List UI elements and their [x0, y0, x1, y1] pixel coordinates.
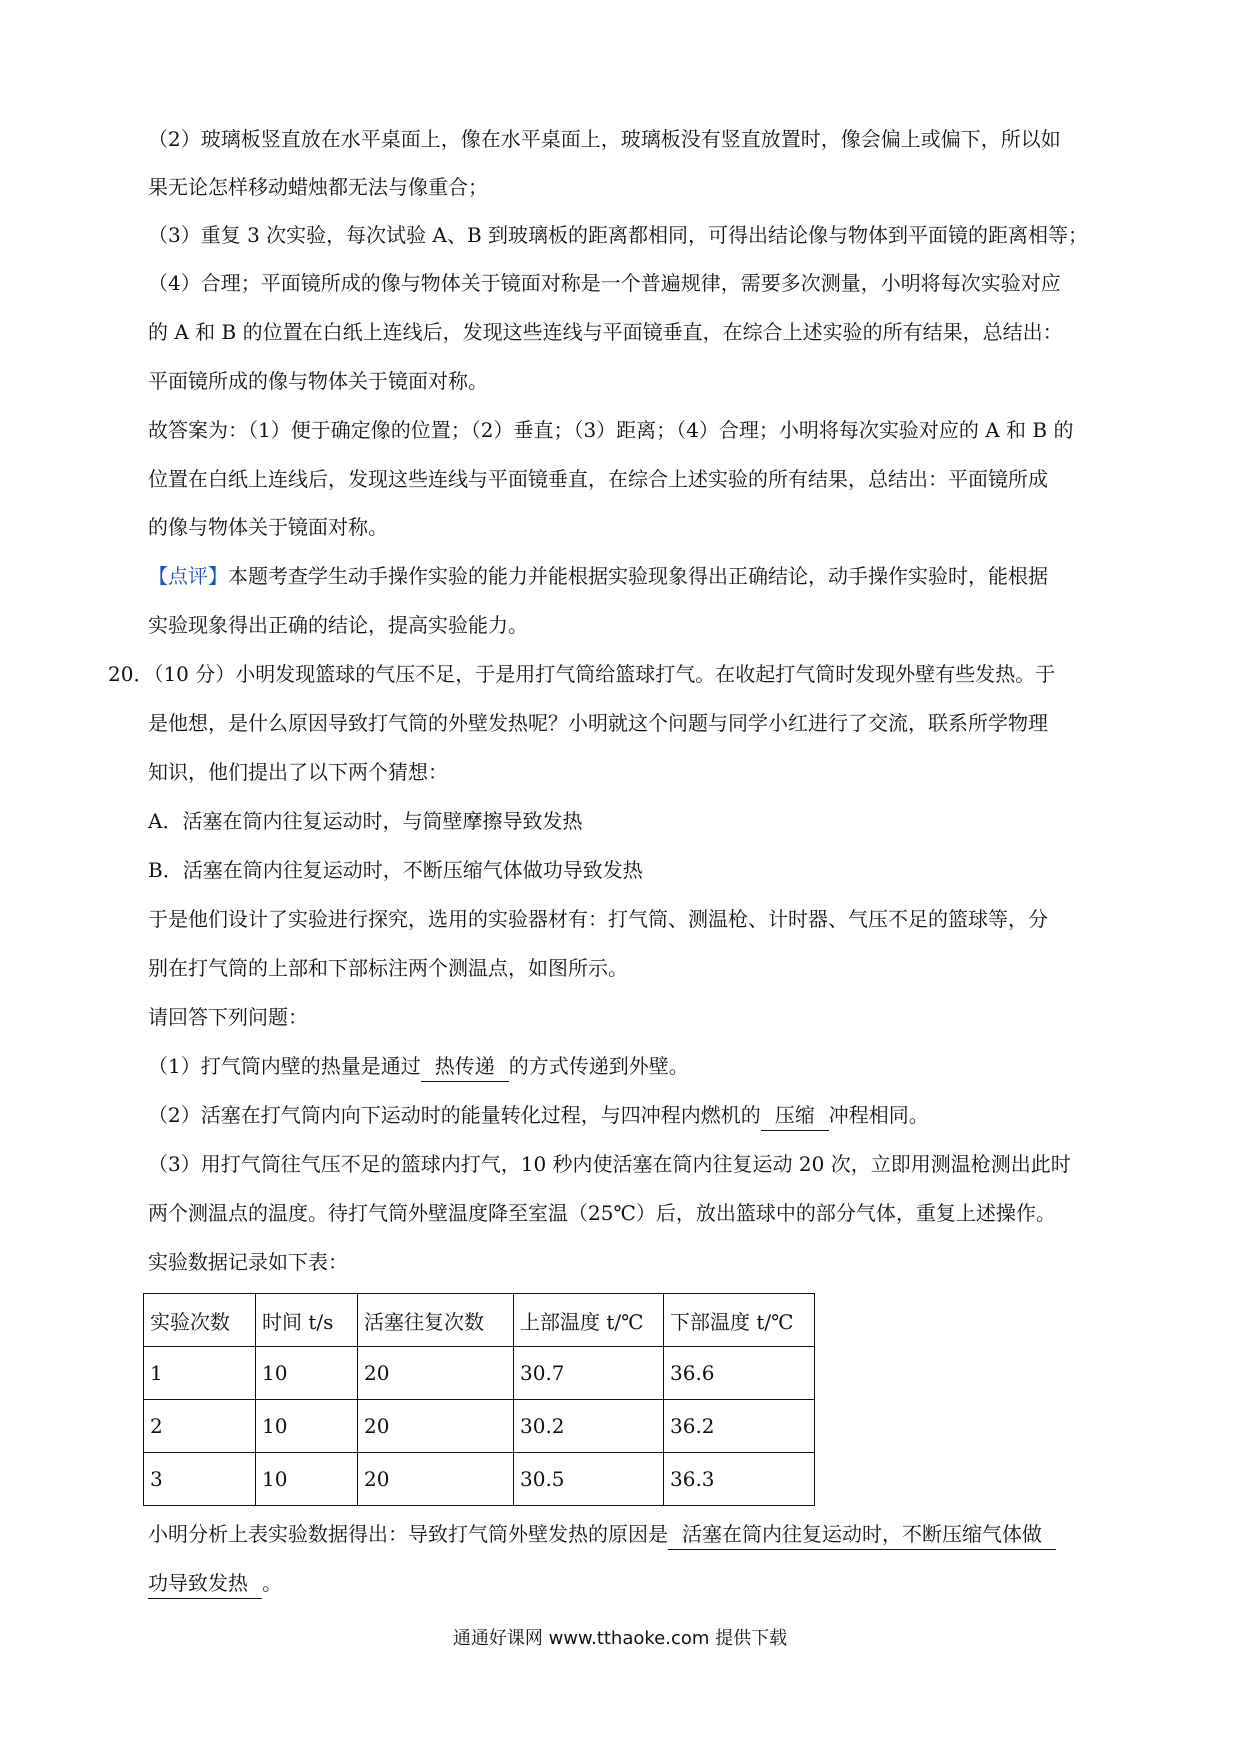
table-cell: 10 [256, 1347, 358, 1400]
table-cell: 10 [256, 1453, 358, 1506]
text-line: （4）合理；平面镜所成的像与物体关于镜面对称是一个普遍规律，需要多次测量，小明将每次实验对应 [148, 271, 1061, 295]
table-cell: 20 [358, 1453, 514, 1506]
table-cell: 2 [144, 1400, 256, 1453]
table-row [144, 1453, 815, 1506]
table-header-row [144, 1294, 815, 1347]
conclusion-text: 。 [262, 1571, 282, 1595]
conclusion-line [148, 1510, 1138, 1559]
text-line: 果无论怎样移动蜡烛都无法与像重合； [148, 175, 488, 199]
comment-text: 本题考查学生动手操作实验的能力并能根据实验现象得出正确结论，动手操作实验时，能根据 [228, 564, 1048, 588]
answer-blank: 功导致发热 [148, 1568, 262, 1599]
comment-line [148, 552, 1138, 601]
table-row [144, 1347, 815, 1400]
comment-tag: 【点评】 [148, 564, 228, 588]
page-footer: 通通好课网 www.tthaoke.com 提供下载 [452, 1628, 788, 1649]
table-cell: 3 [144, 1453, 256, 1506]
sub-question-text: 冲程相同。 [828, 1103, 929, 1127]
text-line: （2）玻璃板竖直放在水平桌面上，像在水平桌面上，玻璃板没有竖直放置时，像会偏上或偏下，所以如 [148, 127, 1061, 151]
text-line: 知识，他们提出了以下两个猜想： [148, 760, 448, 784]
option-b: B．活塞在筒内往复运动时，不断压缩气体做功导致发热 [148, 858, 643, 882]
sub-question-2 [148, 1091, 1138, 1140]
table-cell: 20 [358, 1347, 514, 1400]
question-20-line: 20．（10 分）小明发现篮球的气压不足，于是用打气筒给篮球打气。在收起打气筒时发现外壁有些发热。于 [108, 662, 1056, 686]
table-header: 下部温度 t/℃ [664, 1294, 815, 1347]
sub-question-1 [148, 1042, 1138, 1091]
sub-question-text: （2）活塞在打气筒内向下运动时的能量转化过程，与四冲程内燃机的 [148, 1103, 761, 1127]
text-line: 故答案为：（1）便于确定像的位置；（2）垂直；（3）距离；（4）合理；小明将每次实验对应的 A 和 B 的 [148, 418, 1074, 442]
text-line: 位置在白纸上连线后，发现这些连线与平面镜垂直，在综合上述实验的所有结果，总结出：平面镜所成 [148, 467, 1048, 491]
conclusion-text: 小明分析上表实验数据得出：导致打气筒外壁发热的原因是 [148, 1522, 668, 1546]
text-line: 是他想，是什么原因导致打气筒的外壁发热呢？小明就这个问题与同学小红进行了交流，联系所学物理 [148, 711, 1048, 735]
table-cell: 36.2 [664, 1400, 815, 1453]
table-cell: 36.6 [664, 1347, 815, 1400]
sub-question-3: （3）用打气筒往气压不足的篮球内打气，10 秒内使活塞在筒内往复运动 20 次，立即用测温枪测出此时 [148, 1152, 1071, 1176]
table-row [144, 1400, 815, 1453]
table-cell: 10 [256, 1400, 358, 1453]
answer-blank: 活塞在筒内往复运动时，不断压缩气体做 [668, 1519, 1056, 1550]
table-cell: 30.7 [514, 1347, 664, 1400]
table-cell: 1 [144, 1347, 256, 1400]
table-cell: 30.2 [514, 1400, 664, 1453]
text-line: 实验现象得出正确的结论，提高实验能力。 [148, 613, 528, 637]
table-header: 上部温度 t/℃ [514, 1294, 664, 1347]
table-cell: 30.5 [514, 1453, 664, 1506]
sub-question-text: 的方式传递到外壁。 [508, 1054, 689, 1078]
text-line: 两个测温点的温度。待打气筒外壁温度降至室温（25℃）后，放出篮球中的部分气体，重复上述操作。 [148, 1201, 1056, 1225]
text-line: （3）重复 3 次实验，每次试验 A、B 到玻璃板的距离都相同，可得出结论像与物体到平面镜的距离相等； [148, 223, 1089, 247]
table-cell: 36.3 [664, 1453, 815, 1506]
text-line: 别在打气筒的上部和下部标注两个测温点，如图所示。 [148, 956, 628, 980]
sub-question-text: （1）打气筒内壁的热量是通过 [148, 1054, 421, 1078]
table-header: 时间 t/s [256, 1294, 358, 1347]
data-table [143, 1293, 815, 1506]
text-line: 请回答下列问题： [148, 1005, 308, 1029]
table-header: 活塞往复次数 [358, 1294, 514, 1347]
text-line: 于是他们设计了实验进行探究，选用的实验器材有：打气筒、测温枪、计时器、气压不足的篮球等，分 [148, 907, 1048, 931]
text-line: 的 A 和 B 的位置在白纸上连线后，发现这些连线与平面镜垂直，在综合上述实验的所有结果，总结出： [148, 320, 1063, 344]
table-cell: 20 [358, 1400, 514, 1453]
text-line: 的像与物体关于镜面对称。 [148, 515, 388, 539]
text-line: 平面镜所成的像与物体关于镜面对称。 [148, 369, 488, 393]
option-a: A．活塞在筒内往复运动时，与筒壁摩擦导致发热 [148, 809, 583, 833]
text-line: 实验数据记录如下表： [148, 1250, 348, 1274]
answer-blank: 热传递 [421, 1051, 509, 1082]
answer-blank: 压缩 [761, 1100, 829, 1131]
table-header: 实验次数 [144, 1294, 256, 1347]
conclusion-line [148, 1559, 1138, 1608]
